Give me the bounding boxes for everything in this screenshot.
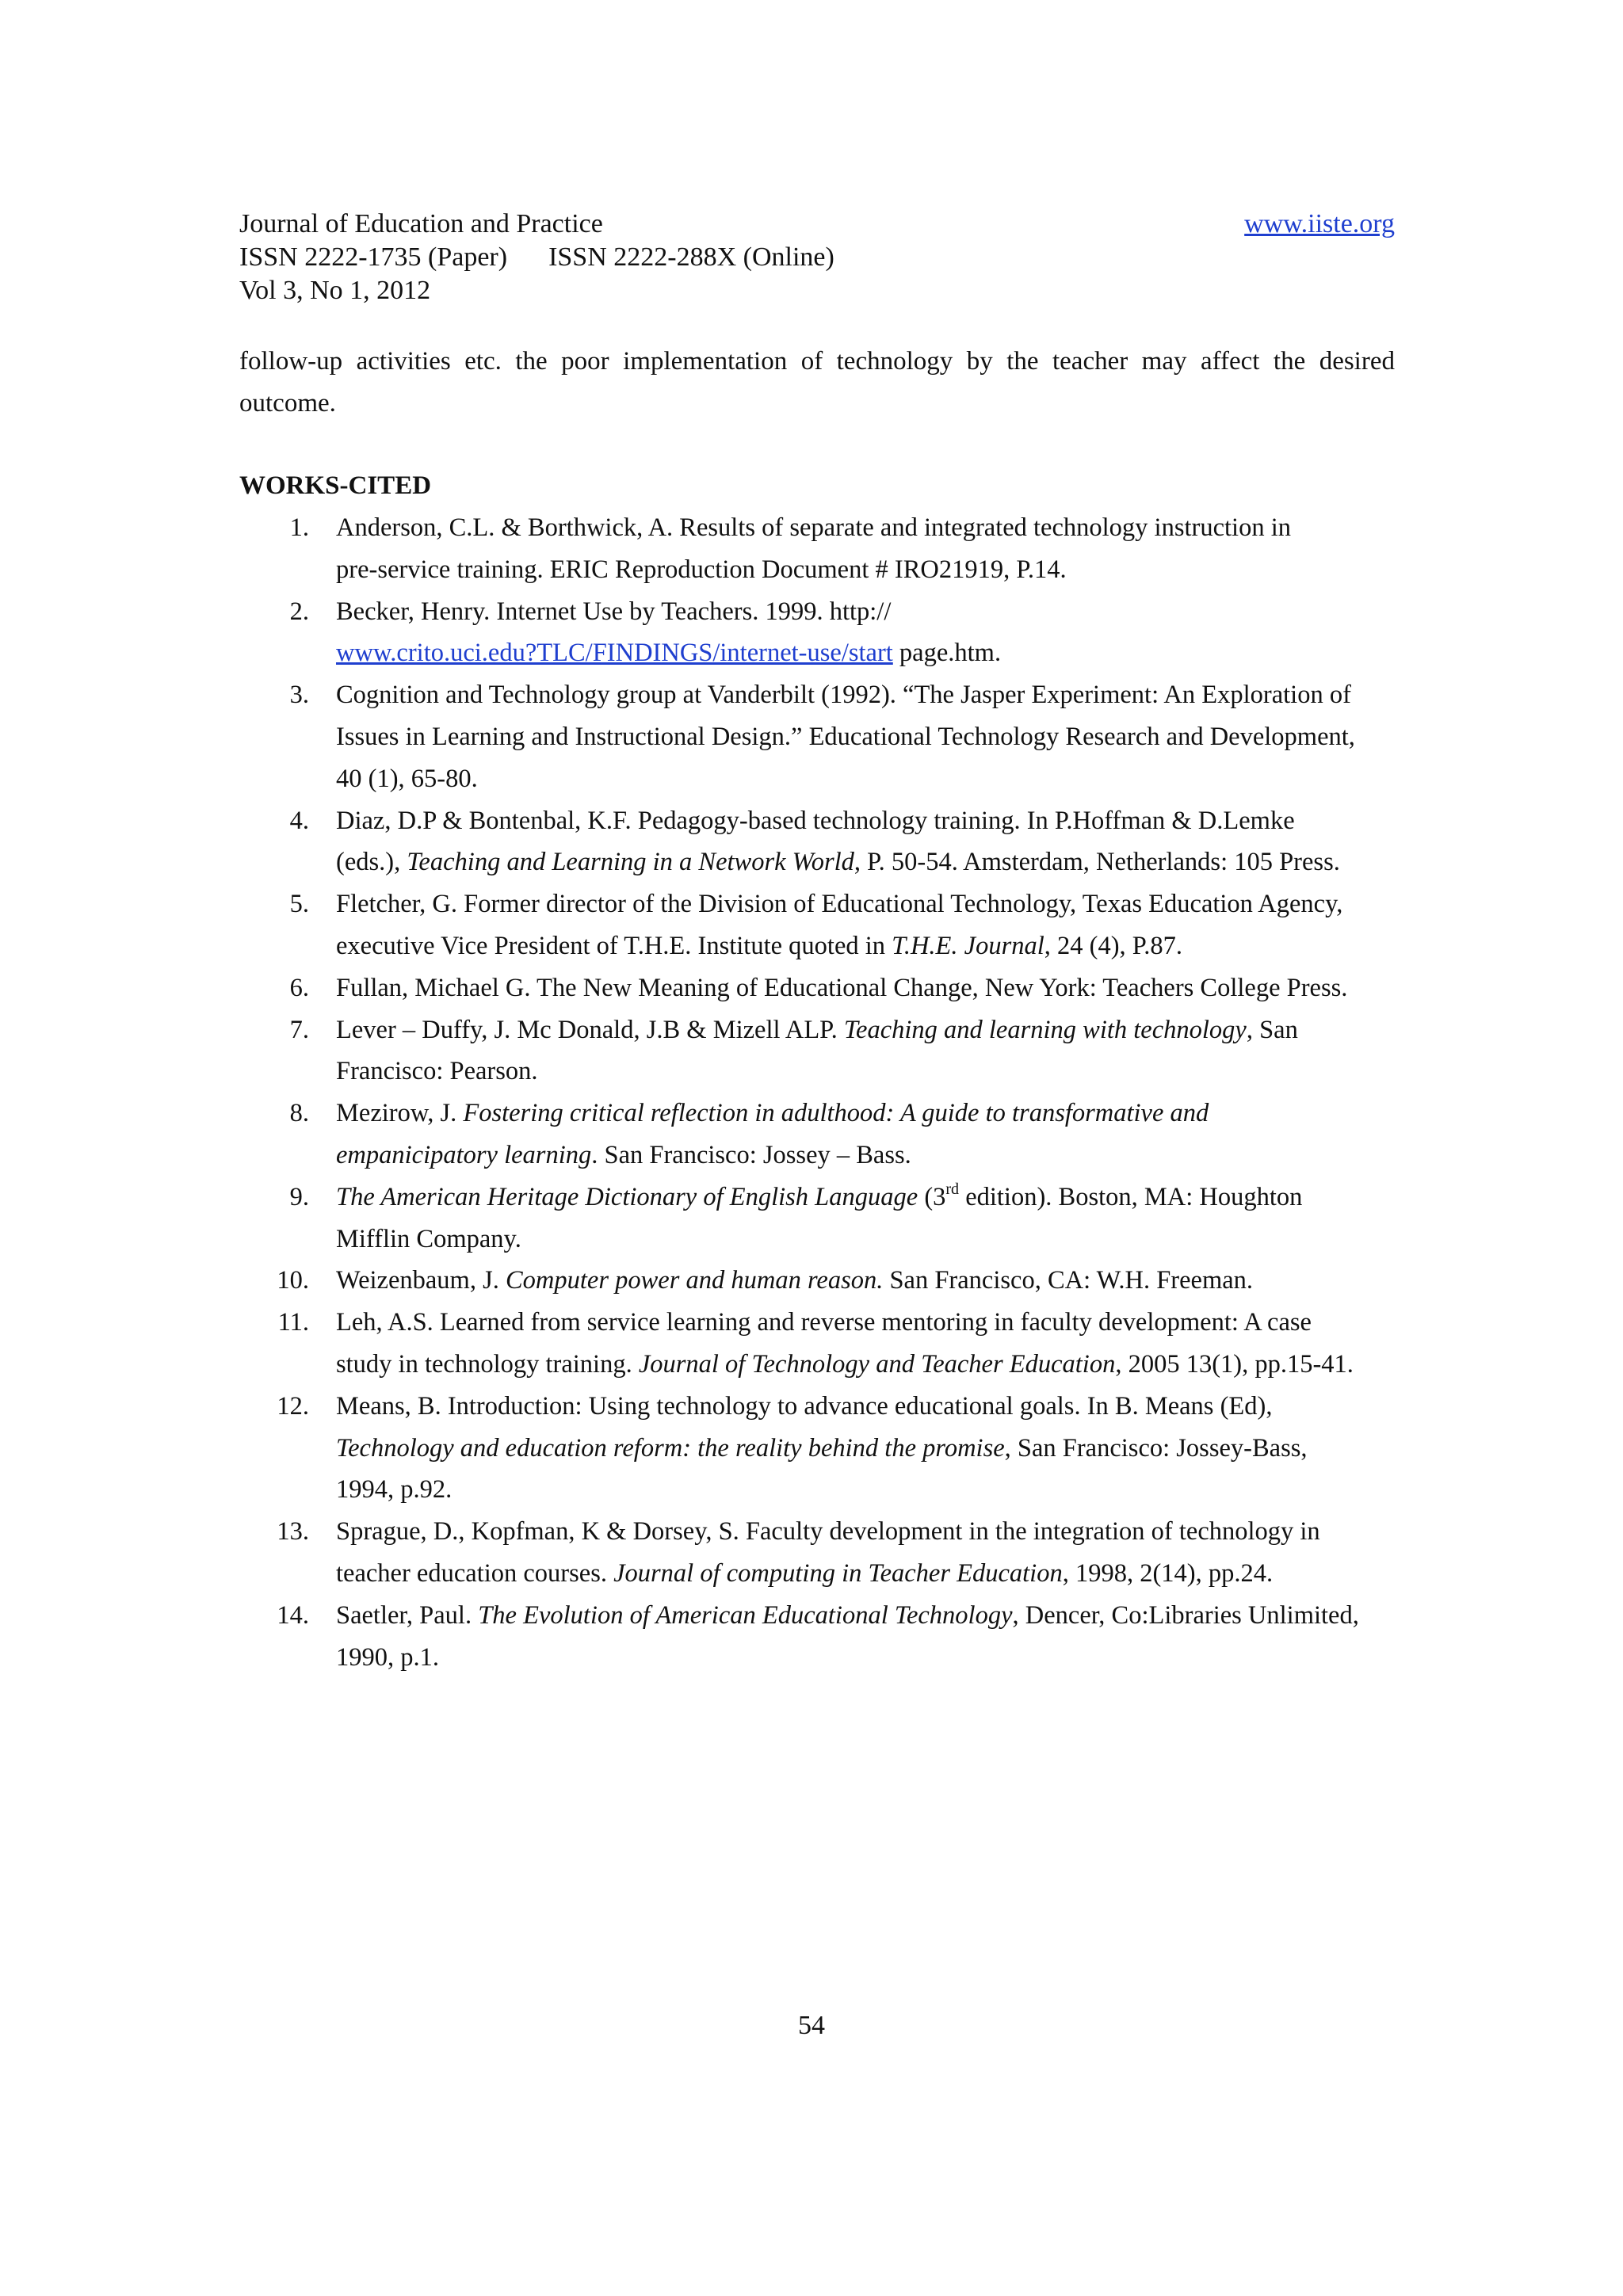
reference-number: 6. xyxy=(289,973,309,1002)
reference-number: 12. xyxy=(277,1391,309,1421)
reference-title-italic: Computer power and human reason. xyxy=(505,1266,884,1295)
reference-item xyxy=(239,1511,1412,1595)
reference-line: pre-service training. ERIC Reproduction Document # IRO21919, P.14. xyxy=(336,555,1067,584)
reference-line: Cognition and Technology group at Vanderbilt (1992). “The Jasper Experiment: An Exploration of xyxy=(336,681,1351,710)
reference-title-italic: empanicipatory learning xyxy=(336,1140,592,1169)
reference-line xyxy=(336,1135,1412,1177)
reference-number: 7. xyxy=(289,1015,309,1044)
reference-text: , P. 50-54. Amsterdam, Netherlands: 105 Press. xyxy=(854,848,1340,877)
journal-header xyxy=(239,208,1395,307)
reference-text: (3 xyxy=(918,1182,946,1211)
reference-number: 5. xyxy=(289,890,309,919)
reference-line xyxy=(336,632,1412,674)
reference-item xyxy=(239,591,1412,675)
reference-text: page.htm. xyxy=(892,639,1002,668)
reference-line: Means, B. Introduction: Using technology to advance educational goals. In B. Means (Ed), xyxy=(336,1391,1273,1421)
reference-text: Weizenbaum, J. xyxy=(336,1266,506,1295)
reference-line xyxy=(336,925,1412,967)
reference-line xyxy=(336,1260,1412,1302)
reference-number: 8. xyxy=(289,1099,309,1128)
reference-text: teacher education courses. xyxy=(336,1558,614,1588)
reference-text: Mezirow, J. xyxy=(336,1099,464,1128)
reference-line: Francisco: Pearson. xyxy=(336,1057,538,1086)
reference-text: , San xyxy=(1246,1015,1298,1044)
reference-line xyxy=(336,1093,1412,1135)
reference-number: 9. xyxy=(289,1182,309,1211)
reference-line: 40 (1), 65-80. xyxy=(336,764,478,793)
reference-line: Sprague, D., Kopfman, K & Dorsey, S. Faculty development in the integration of technology in xyxy=(336,1517,1320,1547)
intro-line: outcome. xyxy=(239,389,336,418)
reference-item xyxy=(239,967,1412,1009)
intro-paragraph xyxy=(239,341,1395,425)
reference-line: Anderson, C.L. & Borthwick, A. Results of separate and integrated technology instruction in xyxy=(336,513,1291,542)
reference-line: 1994, p.92. xyxy=(336,1475,453,1505)
reference-item xyxy=(239,1009,1412,1093)
reference-item xyxy=(239,507,1412,591)
reference-line: Becker, Henry. Internet Use by Teachers. 1999. http:// xyxy=(336,597,892,626)
reference-text: Lever – Duffy, J. Mc Donald, J.B & Mizell ALP. xyxy=(336,1015,844,1044)
reference-text: . San Francisco: Jossey – Bass. xyxy=(591,1140,911,1169)
intro-line: follow-up activities etc. the poor implementation of technology by the teacher may affect the desired xyxy=(239,347,1395,376)
reference-item xyxy=(239,800,1412,884)
reference-text: executive Vice President of T.H.E. Institute quoted in xyxy=(336,931,892,960)
page-number: 54 xyxy=(798,2011,825,2040)
reference-title-italic: Technology and education reform: the reality behind the promise xyxy=(336,1433,1005,1463)
reference-item xyxy=(239,1386,1412,1511)
volume-info: Vol 3, No 1, 2012 xyxy=(239,276,431,305)
reference-text: edition). Boston, MA: Houghton xyxy=(959,1182,1303,1211)
reference-line xyxy=(336,1553,1412,1595)
ordinal-superscript: rd xyxy=(945,1180,960,1198)
issn-paper: ISSN 2222-1735 (Paper) xyxy=(239,242,508,272)
reference-line xyxy=(336,1177,1412,1219)
reference-item xyxy=(239,1302,1412,1386)
reference-title-italic: T.H.E. Journal xyxy=(892,931,1044,960)
reference-text: study in technology training. xyxy=(336,1349,639,1379)
reference-text: , San Francisco: Jossey-Bass, xyxy=(1004,1433,1308,1463)
website-link[interactable]: www.iiste.org xyxy=(1244,209,1395,238)
reference-line xyxy=(336,1009,1412,1051)
reference-line xyxy=(336,841,1412,883)
reference-item xyxy=(239,1260,1412,1302)
reference-text: San Francisco, CA: W.H. Freeman. xyxy=(883,1266,1254,1295)
reference-text: , 2005 13(1), pp.15-41. xyxy=(1115,1349,1354,1379)
reference-line: Diaz, D.P & Bontenbal, K.F. Pedagogy-based technology training. In P.Hoffman & D.Lemke xyxy=(336,806,1295,835)
reference-line: Fullan, Michael G. The New Meaning of Educational Change, New York: Teachers College Press. xyxy=(336,973,1348,1002)
reference-title-italic: The Evolution of American Educational Technology xyxy=(478,1600,1013,1630)
reference-line: Leh, A.S. Learned from service learning and reverse mentoring in faculty development: A case xyxy=(336,1308,1312,1337)
reference-line: Fletcher, G. Former director of the Division of Educational Technology, Texas Education Agency, xyxy=(336,890,1343,919)
reference-line xyxy=(336,1595,1412,1637)
reference-text: Saetler, Paul. xyxy=(336,1600,479,1630)
reference-title-italic: Journal of Technology and Teacher Education xyxy=(638,1349,1116,1379)
reference-number: 1. xyxy=(289,513,309,542)
reference-item xyxy=(239,674,1412,799)
reference-text: (eds.), xyxy=(336,848,407,877)
reference-item xyxy=(239,1177,1412,1261)
reference-line xyxy=(336,1344,1412,1386)
reference-text: , 24 (4), P.87. xyxy=(1044,931,1182,960)
reference-title-italic: The American Heritage Dictionary of English Language xyxy=(336,1182,918,1211)
reference-title-italic: Journal of computing in Teacher Education xyxy=(613,1558,1063,1588)
reference-url-link[interactable]: www.crito.uci.edu?TLC/FINDINGS/internet-use/start xyxy=(336,639,893,668)
reference-line xyxy=(336,1428,1412,1470)
reference-item xyxy=(239,1093,1412,1177)
reference-text: , Dencer, Co:Libraries Unlimited, xyxy=(1012,1600,1359,1630)
reference-title-italic: Teaching and learning with technology xyxy=(843,1015,1247,1044)
journal-title: Journal of Education and Practice xyxy=(239,209,603,238)
reference-number: 14. xyxy=(277,1600,309,1630)
section-title: WORKS-CITED xyxy=(239,471,432,500)
reference-number: 10. xyxy=(277,1266,309,1295)
reference-list xyxy=(239,507,1412,1678)
reference-line: 1990, p.1. xyxy=(336,1642,439,1672)
reference-item xyxy=(239,1595,1412,1679)
reference-text: , 1998, 2(14), pp.24. xyxy=(1062,1558,1274,1588)
reference-line: Mifflin Company. xyxy=(336,1224,521,1253)
reference-number: 11. xyxy=(277,1308,309,1337)
reference-line: Issues in Learning and Instructional Design.” Educational Technology Research and Development, xyxy=(336,722,1355,751)
reference-number: 13. xyxy=(277,1517,309,1547)
reference-title-italic: Fostering critical reflection in adulthood: A guide to transformative and xyxy=(463,1099,1209,1128)
issn-online: ISSN 2222-288X (Online) xyxy=(548,242,834,272)
reference-item xyxy=(239,883,1412,967)
reference-number: 2. xyxy=(289,597,309,626)
reference-number: 4. xyxy=(289,806,309,835)
reference-title-italic: Teaching and Learning in a Network World xyxy=(407,848,854,877)
reference-number: 3. xyxy=(289,681,309,710)
